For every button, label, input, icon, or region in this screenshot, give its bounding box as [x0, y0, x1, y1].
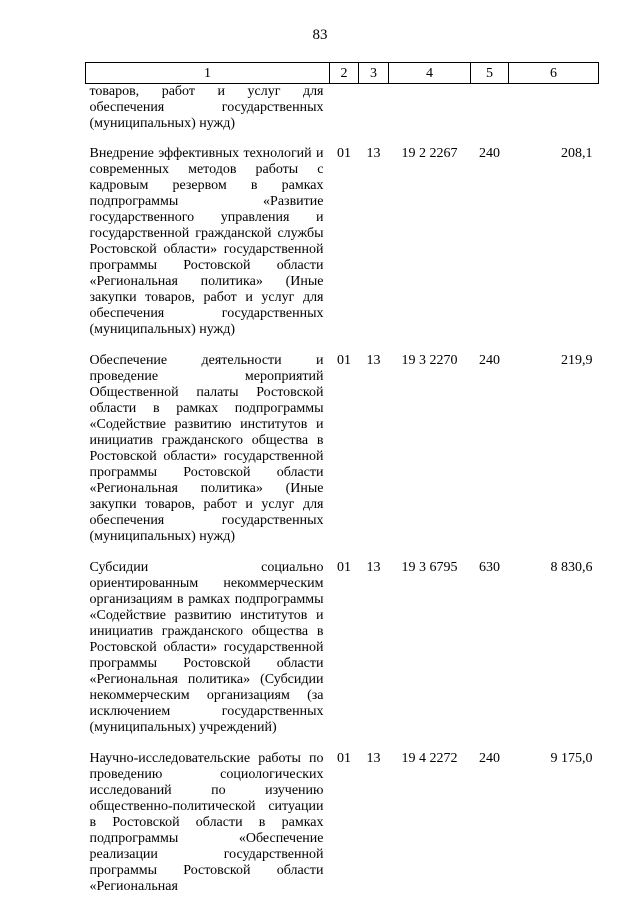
row-section: 01 [330, 560, 359, 751]
row-expense-type: 240 [471, 751, 509, 910]
row-subsection: 13 [359, 751, 389, 910]
row-description: Внедрение эффективных технологий и современных методов работы с кадровым резервом в рамках подпрограммы «Развитие государственного управления и государственной гражданской службы Ростовской области» государственной программы Ростовской области «Региональная политика» (Иные закупки товаров, работ и услуг для обеспечения государственных (муниципальных) нужд) [86, 146, 330, 353]
row-expense-type: 240 [471, 353, 509, 560]
row-expense-type [471, 84, 509, 147]
header-col-4: 4 [389, 63, 471, 84]
table-row [86, 146, 599, 353]
row-expense-type: 240 [471, 146, 509, 353]
table-row [86, 84, 599, 147]
row-section: 01 [330, 146, 359, 353]
row-subsection [359, 84, 389, 147]
table-header [86, 63, 599, 84]
row-amount: 208,1 [509, 146, 599, 353]
row-subsection: 13 [359, 146, 389, 353]
table-body [86, 84, 599, 910]
header-row [86, 63, 599, 84]
page-number: 83 [0, 27, 640, 44]
row-target-article: 19 4 2272 [389, 751, 471, 910]
row-amount: 9 175,0 [509, 751, 599, 910]
header-col-6: 6 [509, 63, 599, 84]
row-target-article: 19 3 2270 [389, 353, 471, 560]
row-subsection: 13 [359, 353, 389, 560]
row-subsection: 13 [359, 560, 389, 751]
row-target-article [389, 84, 471, 147]
row-description: Обеспечение деятельности и проведение мероприятий Общественной палаты Ростовской области в рамках подпрограммы «Содействие развитию институтов и инициатив гражданского общества в Ростовской области» государственной программы Ростовской области «Региональная политика» (Иные закупки товаров, работ и услуг для обеспечения государственных (муниципальных) нужд) [86, 353, 330, 560]
row-description: Научно-исследовательские работы по проведению социологических исследований по изучению общественно-политической ситуации в Ростовской области в рамках подпрограммы «Обеспечение реализации государственной программы Ростовской области «Региональная [86, 751, 330, 910]
row-amount [509, 84, 599, 147]
row-description: Субсидии социально ориентированным некоммерческим организациям в рамках подпрограммы «Содействие развитию институтов и инициатив гражданского общества в Ростовской области» государственной программы Ростовской области «Региональная политика» (Субсидии некоммерческим организациям (за исключением государственных (муниципальных) учреждений) [86, 560, 330, 751]
table-row [86, 751, 599, 910]
header-col-3: 3 [359, 63, 389, 84]
row-amount: 8 830,6 [509, 560, 599, 751]
header-col-1: 1 [86, 63, 330, 84]
header-col-5: 5 [471, 63, 509, 84]
row-amount: 219,9 [509, 353, 599, 560]
row-description: товаров, работ и услуг для обеспечения государственных (муниципальных) нужд) [86, 84, 330, 147]
row-target-article: 19 2 2267 [389, 146, 471, 353]
table-row [86, 353, 599, 560]
row-expense-type: 630 [471, 560, 509, 751]
header-col-2: 2 [330, 63, 359, 84]
table-row [86, 560, 599, 751]
row-section: 01 [330, 353, 359, 560]
row-section [330, 84, 359, 147]
row-target-article: 19 3 6795 [389, 560, 471, 751]
budget-table [85, 62, 599, 910]
row-section: 01 [330, 751, 359, 910]
